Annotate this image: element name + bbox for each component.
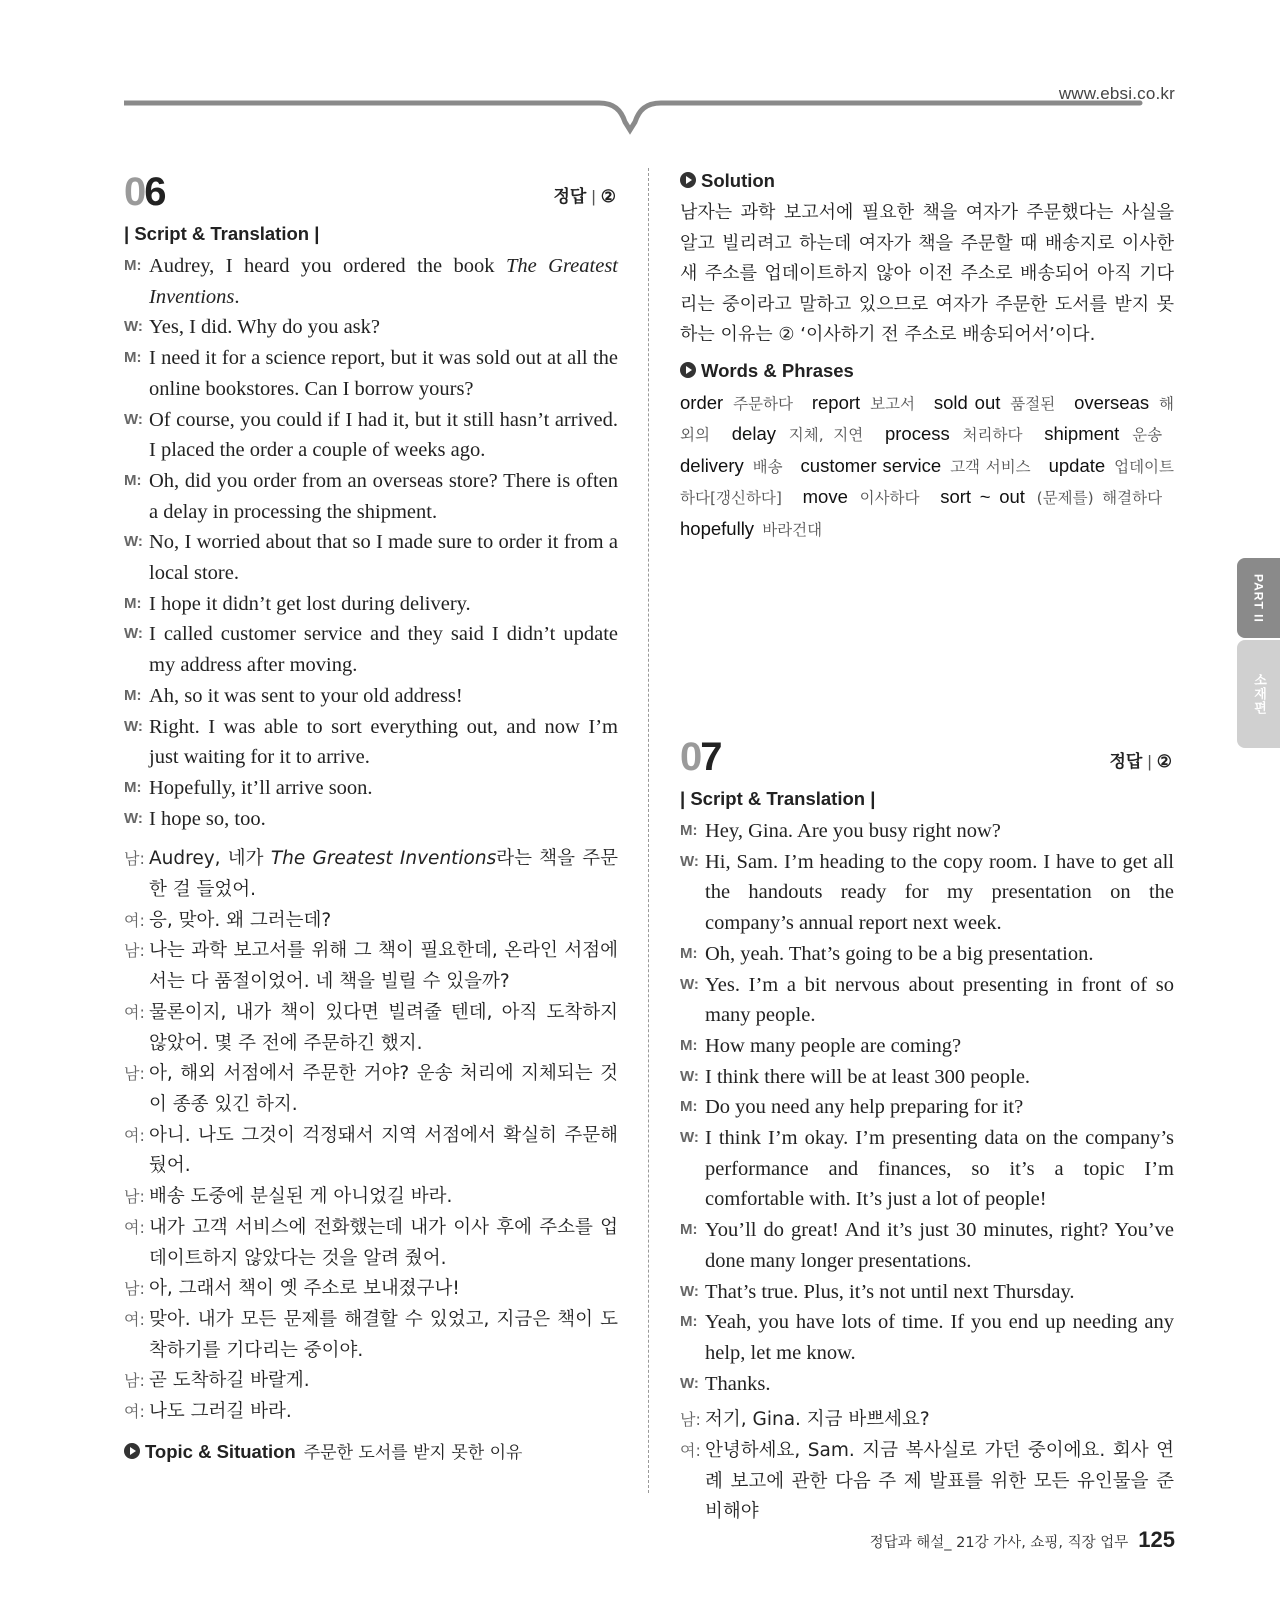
line-text: 곧 도착하길 바랄게. — [149, 1370, 310, 1392]
line-text: That’s true. Plus, it’s not until next Thursday. — [705, 1280, 1075, 1303]
dialogue-line — [680, 1307, 1174, 1368]
speaker-label: W: — [124, 410, 143, 428]
dialogue-line — [124, 1305, 618, 1366]
vocab-term: order — [680, 391, 724, 413]
part-tab[interactable]: PART II — [1237, 558, 1280, 638]
question-header — [680, 735, 1174, 783]
korean-translation — [124, 844, 618, 1427]
dialogue-line — [680, 1031, 1174, 1062]
speaker-label: 여: — [124, 1217, 145, 1237]
speaker-label: M: — [124, 471, 142, 489]
vocab-term: update — [1048, 454, 1106, 476]
line-text: Thanks. — [705, 1372, 771, 1395]
speaker-label: W: — [680, 1129, 699, 1147]
dialogue-line — [124, 466, 618, 527]
dialogue-line — [124, 1121, 618, 1182]
line-text: 아니. 나도 그것이 걱정돼서 지역 서점에서 확실히 주문해 뒀어. — [149, 1124, 618, 1177]
speaker-label: 여: — [680, 1441, 701, 1461]
vocab-meaning: 해외의 — [680, 394, 1174, 444]
arrow-circle-icon — [680, 172, 696, 188]
dialogue-line — [124, 1059, 618, 1120]
vocab-term: delay — [731, 423, 776, 444]
vocab-meaning: (문제를) 해결하다 — [1036, 489, 1163, 507]
vocab-meaning: 바라건대 — [762, 520, 823, 539]
speaker-label: W: — [124, 625, 143, 643]
speaker-label: W: — [680, 975, 699, 993]
dialogue-line — [124, 844, 618, 905]
line-text: 내가 고객 서비스에 전화했는데 내가 이사 후에 주소를 업데이트하지 않았다는 것을 알려 줬어. — [149, 1216, 618, 1269]
line-text: Right. I was able to sort everything out, and now I’m just waiting for it to arrive. — [149, 715, 618, 769]
dialogue-line — [124, 405, 618, 466]
speaker-label: 여: — [124, 1309, 145, 1329]
question-06 — [124, 170, 618, 1463]
line-text: 배송 도중에 분실된 게 아니었길 바라. — [149, 1186, 453, 1208]
dialogue-line — [680, 1369, 1174, 1400]
vocab-meaning: 주문하다 — [733, 394, 793, 413]
vocab-meaning: 배송 — [752, 457, 783, 476]
dialogue-line — [124, 1366, 618, 1397]
speaker-label: M: — [680, 1098, 698, 1116]
dialogue-line — [124, 906, 618, 937]
speaker-label: 여: — [124, 1402, 145, 1422]
vocab-term: report — [811, 391, 861, 413]
dialogue-line — [680, 1405, 1174, 1436]
arrow-circle-icon — [680, 362, 696, 378]
dialogue-line — [680, 970, 1174, 1031]
speaker-label: W: — [124, 717, 143, 735]
speaker-label: 남: — [124, 1064, 145, 1084]
dialogue-line — [124, 1213, 618, 1274]
speaker-label: M: — [680, 1313, 698, 1331]
vocab-term: sold out — [933, 391, 1001, 413]
page-number: 125 — [1138, 1527, 1175, 1552]
dialogue-line — [680, 847, 1174, 939]
dialogue-line — [680, 816, 1174, 847]
vocab-meaning: 이사하다 — [859, 489, 920, 507]
vocab-meaning: 보고서 — [870, 394, 915, 413]
vocab-meaning: 처리하다 — [962, 426, 1023, 444]
line-text: Audrey, I heard you ordered the book The Greatest Inventions. — [149, 255, 618, 308]
script-title: | Script & Translation | — [680, 788, 876, 809]
dialogue-line — [124, 1397, 618, 1428]
speaker-label: W: — [124, 809, 143, 827]
english-script — [680, 816, 1174, 1399]
speaker-label: W: — [124, 318, 143, 336]
line-text: 나도 그러길 바라. — [149, 1401, 292, 1423]
vocab-meaning: 업데이트하다[갱신하다] — [680, 457, 1174, 507]
speaker-label: 여: — [124, 1002, 145, 1022]
dialogue-line — [124, 343, 618, 404]
dialogue-line — [680, 1436, 1174, 1528]
vocab-term: move — [802, 486, 848, 507]
line-text: 응, 맞아. 왜 그러는데? — [149, 909, 332, 931]
line-text: 맞아. 내가 모든 문제를 해결할 수 있었고, 지금은 책이 도착하기를 기다리는 중이야. — [149, 1308, 618, 1361]
line-text: No, I worried about that so I made sure to order it from a local store. — [149, 531, 618, 585]
dialogue-line — [124, 251, 618, 312]
speaker-label: M: — [124, 686, 142, 704]
solution-text: 남자는 과학 보고서에 필요한 책을 여자가 주문했다는 사실을 알고 빌리려고 하는데 여자가 책을 주문할 때 배송지로 이사한 새 주소를 업데이트하지 않아 이전 주소로 배송되어 아직 기다리는 중이라고 말하고 있으므로 여자가 주문한 도서를 받지 못하는 이유는 ② ‘이사하기 전 주소로 배송되어서’이다. — [680, 202, 1174, 345]
line-text: Hopefully, it’ll arrive soon. — [149, 776, 373, 799]
solution-title: Solution — [680, 167, 1174, 195]
line-text: I need it for a science report, but it was sold out at all the online bookstores. Can I borrow yours? — [149, 347, 618, 400]
section-tab[interactable]: 소재편 — [1237, 640, 1280, 748]
line-text: Hey, Gina. Are you busy right now? — [705, 820, 1001, 842]
dialogue-line — [680, 1277, 1174, 1308]
line-text: I hope so, too. — [149, 807, 266, 830]
speaker-label: M: — [680, 1036, 698, 1054]
speaker-label: 남: — [124, 1279, 145, 1299]
line-text: Audrey, 네가 The Greatest Inventions라는 책을 주문한 걸 들었어. — [149, 848, 618, 901]
line-text: Hi, Sam. I’m heading to the copy room. I have to get all the handouts ready for my presentation on the company’s annual report next week. — [705, 850, 1174, 935]
speaker-label: M: — [680, 822, 698, 839]
speaker-label: W: — [680, 1067, 699, 1085]
vocab-term: delivery — [680, 454, 744, 476]
vocab-term: customer service — [800, 454, 942, 476]
footer-text: 정답과 해설_ 21강 가사, 쇼핑, 직장 업무 — [869, 1535, 1129, 1551]
line-text: 물론이지, 내가 책이 있다면 빌려줄 텐데, 아직 도착하지 않았어. 몇 주 전에 주문하긴 했지. — [149, 1001, 618, 1054]
line-text: 아, 그래서 책이 옛 주소로 보내졌구나! — [149, 1278, 460, 1300]
vocab-meaning: 운송 — [1132, 426, 1163, 444]
dialogue-line — [124, 1182, 618, 1213]
line-text: I called customer service and they said I didn’t update my address after moving. — [149, 623, 618, 677]
line-text: Oh, did you order from an overseas store? There is often a delay in processing the shipment. — [149, 469, 618, 523]
dialogue-line — [124, 998, 618, 1059]
dialogue-line — [680, 1092, 1174, 1123]
line-text: I hope it didn’t get lost during delivery. — [149, 592, 471, 615]
line-text: Do you need any help preparing for it? — [705, 1096, 1024, 1119]
dialogue-line — [680, 1123, 1174, 1215]
dialogue-line — [124, 681, 618, 712]
dialogue-line — [680, 939, 1174, 970]
vocab-term: process — [884, 423, 950, 444]
speaker-label: W: — [124, 533, 143, 551]
line-text: Yes, I did. Why do you ask? — [149, 316, 381, 339]
dialogue-line — [124, 619, 618, 680]
site-url: www.ebsi.co.kr — [1058, 84, 1175, 103]
script-title: | Script & Translation | — [124, 223, 320, 244]
line-text: 나는 과학 보고서를 위해 그 책이 필요한데, 온라인 서점에서는 다 품절이었어. 네 책을 빌릴 수 있을까? — [149, 940, 618, 993]
answer-badge: 정답 | ② — [553, 187, 616, 206]
question-number: 07 — [680, 735, 721, 779]
speaker-label: W: — [680, 1374, 699, 1392]
dialogue-line — [124, 804, 618, 835]
vocab-meaning: 품절된 — [1010, 394, 1056, 413]
line-text: 아, 해외 서점에서 주문한 거야? 운송 처리에 지체되는 것이 종종 있긴 하지. — [149, 1063, 618, 1115]
speaker-label: 남: — [124, 1187, 145, 1207]
vocab-meaning: 고객 서비스 — [950, 457, 1031, 476]
speaker-label: M: — [124, 257, 142, 274]
header-divider — [124, 96, 1144, 136]
dialogue-line — [680, 1215, 1174, 1276]
question-header — [124, 170, 618, 218]
vocab-term: overseas — [1074, 391, 1150, 413]
line-text: How many people are coming? — [705, 1034, 962, 1057]
speaker-label: W: — [680, 1282, 699, 1300]
answer-badge: 정답 | ② — [1109, 752, 1172, 771]
speaker-label: 남: — [124, 941, 145, 961]
line-text: 저기, Gina. 지금 바쁘세요? — [705, 1409, 930, 1431]
vocab-term: sort ~ out — [940, 486, 1025, 507]
dialogue-line — [124, 589, 618, 620]
dialogue-line — [124, 773, 618, 804]
dialogue-line — [124, 1274, 618, 1305]
line-text: Ah, so it was sent to your old address! — [149, 684, 463, 707]
line-text: 안녕하세요, Sam. 지금 복사실로 가던 중이에요. 회사 연례 보고에 관한 다음 주 제 발표를 위한 모든 유인물을 준비해야 — [705, 1440, 1174, 1523]
speaker-label: 남: — [680, 1410, 701, 1430]
speaker-label: M: — [680, 1221, 698, 1239]
dialogue-line — [124, 312, 618, 343]
dialogue-line — [124, 936, 618, 997]
vocab-term: shipment — [1044, 423, 1120, 444]
dialogue-line — [124, 527, 618, 588]
column-divider — [648, 168, 649, 1493]
page-footer — [870, 1527, 1175, 1553]
arrow-circle-icon — [124, 1443, 140, 1459]
speaker-label: 여: — [124, 910, 145, 930]
topic-situation: Topic & Situation 주문한 도서를 받지 못한 이유 — [124, 1438, 618, 1463]
speaker-label: 남: — [124, 1371, 145, 1391]
dialogue-line — [124, 712, 618, 773]
dialogue-line — [680, 1062, 1174, 1093]
speaker-label: 남: — [124, 849, 145, 869]
right-column — [680, 165, 1174, 1528]
line-text: You’ll do great! And it’s just 30 minutes, right? You’ve done many longer presentations. — [705, 1219, 1174, 1272]
line-text: Oh, yeah. That’s going to be a big presentation. — [705, 942, 1094, 965]
line-text: Of course, you could if I had it, but it still hasn’t arrived. I placed the order a couple of weeks ago. — [149, 408, 618, 462]
vocab-meaning: 지체, 지연 — [788, 426, 864, 444]
line-text: Yes. I’m a bit nervous about presenting in front of so many people. — [705, 973, 1174, 1027]
line-text: Yeah, you have lots of time. If you end up needing any help, let me know. — [705, 1311, 1174, 1364]
line-text: I think there will be at least 300 people. — [705, 1065, 1031, 1088]
words-title: Words & Phrases — [680, 357, 1174, 385]
vocab-term: hopefully — [680, 517, 755, 539]
words-phrases — [680, 388, 1174, 546]
line-text: I think I’m okay. I’m presenting data on the company’s performance and finances, so it’s a topic I’m comfortable with. It’s just a lot of people! — [705, 1127, 1174, 1211]
question-number: 06 — [124, 170, 165, 214]
korean-translation — [680, 1405, 1174, 1528]
speaker-label: W: — [680, 852, 699, 870]
speaker-label: 여: — [124, 1125, 145, 1145]
speaker-label: M: — [124, 349, 142, 367]
speaker-label: M: — [124, 594, 142, 612]
english-script — [124, 251, 618, 834]
speaker-label: M: — [680, 944, 698, 962]
speaker-label: M: — [124, 778, 142, 796]
